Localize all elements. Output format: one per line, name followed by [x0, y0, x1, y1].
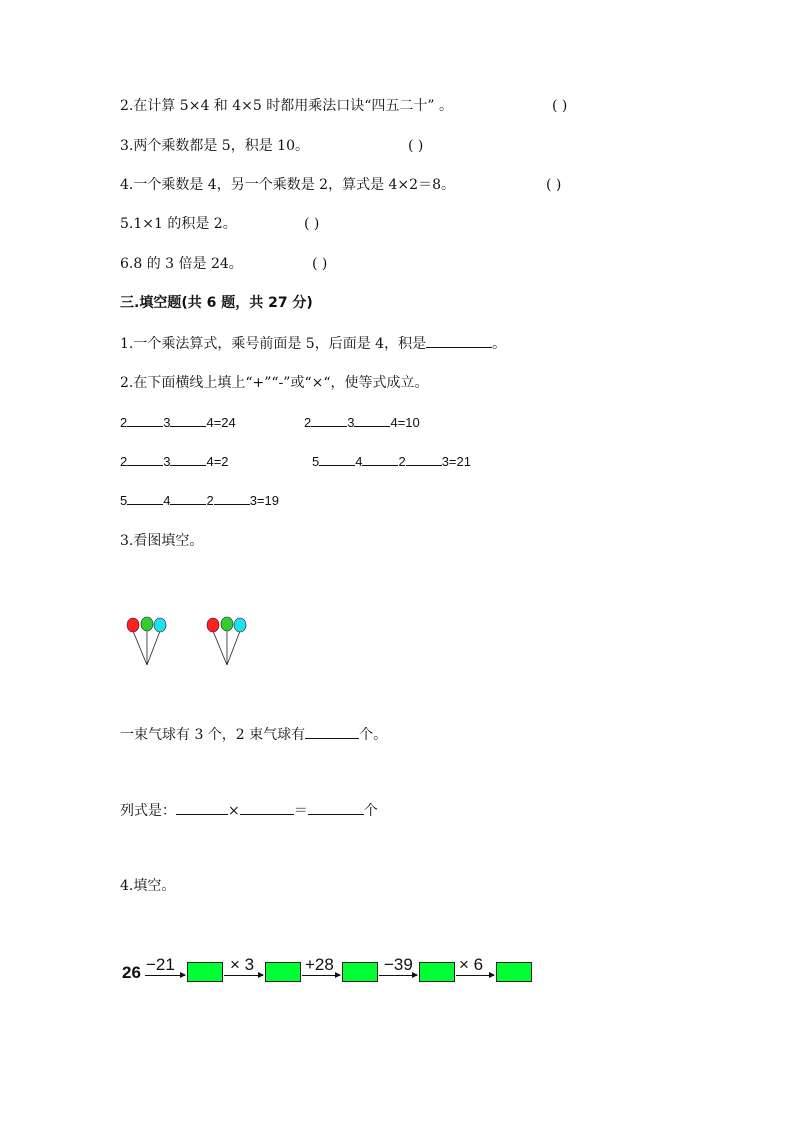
balloon-bunches-illustration — [120, 610, 260, 672]
chain-answer-box-3[interactable] — [342, 962, 378, 982]
op-blank[interactable] — [311, 414, 347, 427]
answer-paren-3[interactable]: ( ) — [408, 138, 424, 154]
equation-2: 2 3 4=10 — [304, 415, 420, 430]
chain-answer-box-2[interactable] — [265, 962, 301, 982]
fill-q3-prompt: 3.看图填空。 — [120, 533, 204, 549]
answer-paren-5[interactable]: ( ) — [304, 216, 320, 232]
answer-paren-2[interactable]: ( ) — [552, 98, 568, 114]
q1-answer-blank[interactable] — [426, 333, 492, 348]
chain-op-4: −39 — [384, 955, 413, 974]
equation-1: 2 3 4=24 — [120, 415, 236, 430]
chain-op-5: × 6 — [459, 955, 484, 974]
arrow-icon — [302, 975, 340, 976]
section-title: 三.填空题(共 6 题，共 27 分) — [120, 295, 313, 311]
answer-paren-6[interactable]: ( ) — [312, 256, 328, 272]
answer-paren-4[interactable]: ( ) — [546, 177, 562, 193]
equation-5: 5 4 2 3=19 — [120, 493, 279, 508]
red-balloon-icon — [127, 618, 139, 632]
chain-answer-box-1[interactable] — [187, 962, 223, 982]
equation-4: 5 4 2 3=21 — [312, 454, 471, 469]
op-blank[interactable] — [214, 492, 250, 505]
chain-start-number: 26 — [122, 963, 141, 982]
arrow-icon — [456, 975, 494, 976]
op-blank[interactable] — [170, 492, 206, 505]
formula-blank-1[interactable] — [176, 800, 228, 815]
op-blank[interactable] — [127, 414, 163, 427]
op-blank[interactable] — [354, 414, 390, 427]
chain-op-2: × 3 — [230, 955, 255, 974]
red-balloon-icon — [207, 618, 219, 632]
balloon-bunch-2 — [207, 617, 246, 665]
judge-item-2: 2.在计算 5×4 和 4×5 时都用乘法口诀“四五二十” 。 — [120, 98, 454, 114]
arrow-icon — [224, 975, 263, 976]
judge-item-6: 6.8 的 3 倍是 24。 — [120, 256, 243, 272]
equation-3: 2 3 4=2 — [120, 454, 229, 469]
fill-q1: 1.一个乘法算式，乘号前面是 5，后面是 4，积是 。 — [120, 333, 506, 354]
formula-blank-2[interactable] — [240, 800, 294, 815]
formula-blank-3[interactable] — [308, 800, 364, 815]
op-blank[interactable] — [319, 453, 355, 466]
fill-q2-prompt: 2.在下面横线上填上“+”“-”或“×“，使等式成立。 — [120, 375, 429, 391]
fill-q4-prompt: 4.填空。 — [120, 878, 176, 894]
judge-item-5: 5.1×1 的积是 2。 — [120, 216, 237, 232]
chain-op-1: −21 — [146, 955, 175, 974]
q3-count-blank[interactable] — [305, 724, 359, 739]
arrow-icon — [145, 975, 185, 976]
chain-answer-box-5[interactable] — [496, 962, 532, 982]
op-blank[interactable] — [362, 453, 398, 466]
op-blank[interactable] — [406, 453, 442, 466]
cyan-balloon-icon — [234, 618, 246, 632]
op-blank[interactable] — [170, 453, 206, 466]
green-balloon-icon — [141, 617, 153, 631]
chain-answer-box-4[interactable] — [419, 962, 455, 982]
op-blank[interactable] — [127, 453, 163, 466]
cyan-balloon-icon — [154, 618, 166, 632]
balloon-bunch-1 — [127, 617, 166, 665]
fill-q3-sentence: 一束气球有 3 个，2 束气球有 个。 — [120, 724, 387, 745]
op-blank[interactable] — [127, 492, 163, 505]
arrow-icon — [379, 975, 417, 976]
op-blank[interactable] — [170, 414, 206, 427]
judge-item-3: 3.两个乘数都是 5，积是 10。 — [120, 138, 309, 154]
judge-item-4: 4.一个乘数是 4，另一个乘数是 2，算式是 4×2＝8。 — [120, 177, 455, 193]
fill-q3-formula: 列式是： × ＝ 个 — [120, 800, 378, 821]
chain-op-3: +28 — [305, 955, 334, 974]
green-balloon-icon — [221, 617, 233, 631]
